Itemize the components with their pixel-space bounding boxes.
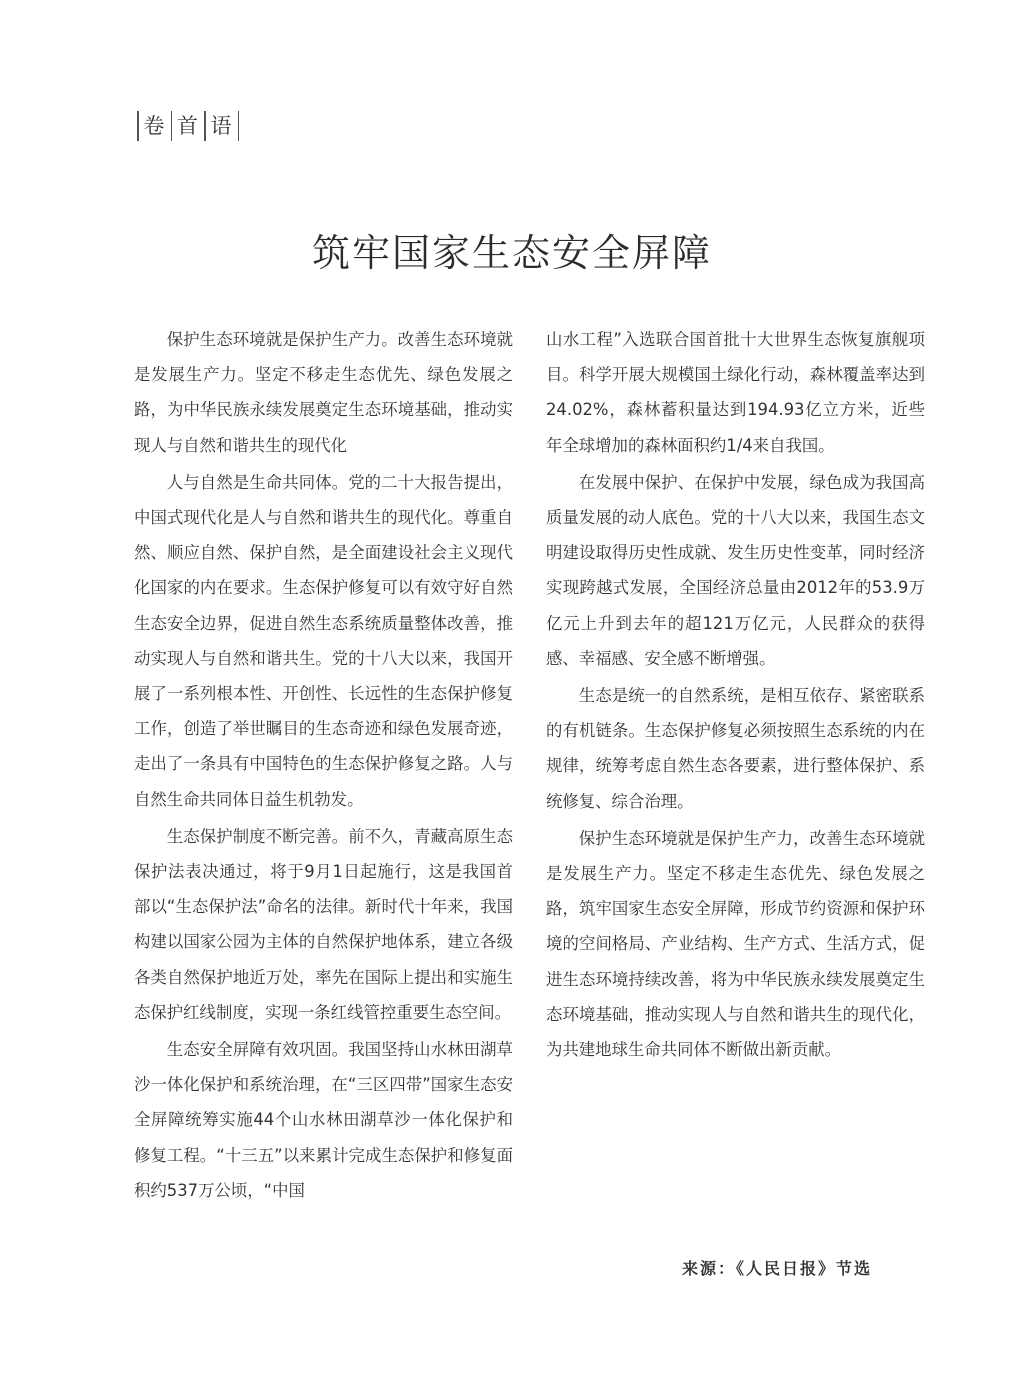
left-column [134,322,513,1208]
section-label-char: 首 [177,114,199,138]
divider [171,111,173,141]
paragraph: 在发展中保护、在保护中发展，绿色成为我国高质量发展的动人底色。党的十八大以来，我国生态文明建设取得历史性成就、发生历史性变革，同时经济实现跨越式发展，全国经济总量由2012年的53.9万亿元上升到去年的超121万亿元，人民群众的获得感、幸福感、安全感不断增强。 [546,472,925,668]
section-label-char: 卷 [143,114,166,138]
paragraph: 保护生态环境就是保护生产力。改善生态环境就是发展生产力。坚定不移走生态优先、绿色发展之路，为中华民族永续发展奠定生态环境基础，推动实现人与自然和谐共生的现代化 [134,330,513,455]
divider [204,111,206,141]
section-label-char: 语 [210,114,233,138]
divider [238,111,240,141]
article-title: 筑牢国家生态安全屏障 [311,231,712,275]
paragraph: 人与自然是生命共同体。党的二十大报告提出，中国式现代化是人与自然和谐共生的现代化。尊重自然、顺应自然、保护自然，是全面建设社会主义现代化国家的内在要求。生态保护修复可以有效守好自然生态安全边界，促进自然生态系统质量整体改善，推动实现人与自然和谐共生。党的十八大以来，我国开展了一系列根本性、开创性、长远性的生态保护修复工作，创造了举世瞩目的生态奇迹和绿色发展奇迹，走出了一条具有中国特色的生态保护修复之路。人与自然生命共同体日益生机勃发。 [134,472,513,809]
paragraph: 生态保护制度不断完善。前不久，青藏高原生态保护法表决通过，将于9月1日起施行，这是我国首部以“生态保护法”命名的法律。新时代十年来，我国构建以国家公园为主体的自然保护地体系，建立各级各类自然保护地近万处，率先在国际上提出和实施生态保护红线制度，实现一条红线管控重要生态空间。 [134,826,513,1022]
paragraph-continuation: 山水工程”入选联合国首批十大世界生态恢复旗舰项目。科学开展大规模国土绿化行动，森林覆盖率达到24.02%，森林蓄积量达到194.93亿立方米，近些年全球增加的森林面积约1/4来自我国。 [546,330,925,455]
paragraph: 保护生态环境就是保护生产力，改善生态环境就是发展生产力。坚定不移走生态优先、绿色发展之路，筑牢国家生态安全屏障，形成节约资源和保护环境的空间格局、产业结构、生产方式、生活方式，促进生态环境持续改善，将为中华民族永续发展奠定生态环境基础，推动实现人与自然和谐共生的现代化，为共建地球生命共同体不断做出新贡献。 [546,828,925,1060]
paragraph: 生态安全屏障有效巩固。我国坚持山水林田湖草沙一体化保护和系统治理，在“三区四带”国家生态安全屏障统筹实施44个山水林田湖草沙一体化保护和修复工程。“十三五”以来累计完成生态保护和修复面积约537万公顷，“中国 [134,1040,513,1200]
section-label [132,108,244,144]
paragraph: 生态是统一的自然系统，是相互依存、紧密联系的有机链条。生态保护修复必须按照生态系统的内在规律，统筹考虑自然生态各要素，进行整体保护、系统修复、综合治理。 [546,686,925,811]
divider [137,111,139,141]
right-column [546,322,925,1067]
source-attribution: 来源：《人民日报》节选 [682,1259,873,1278]
